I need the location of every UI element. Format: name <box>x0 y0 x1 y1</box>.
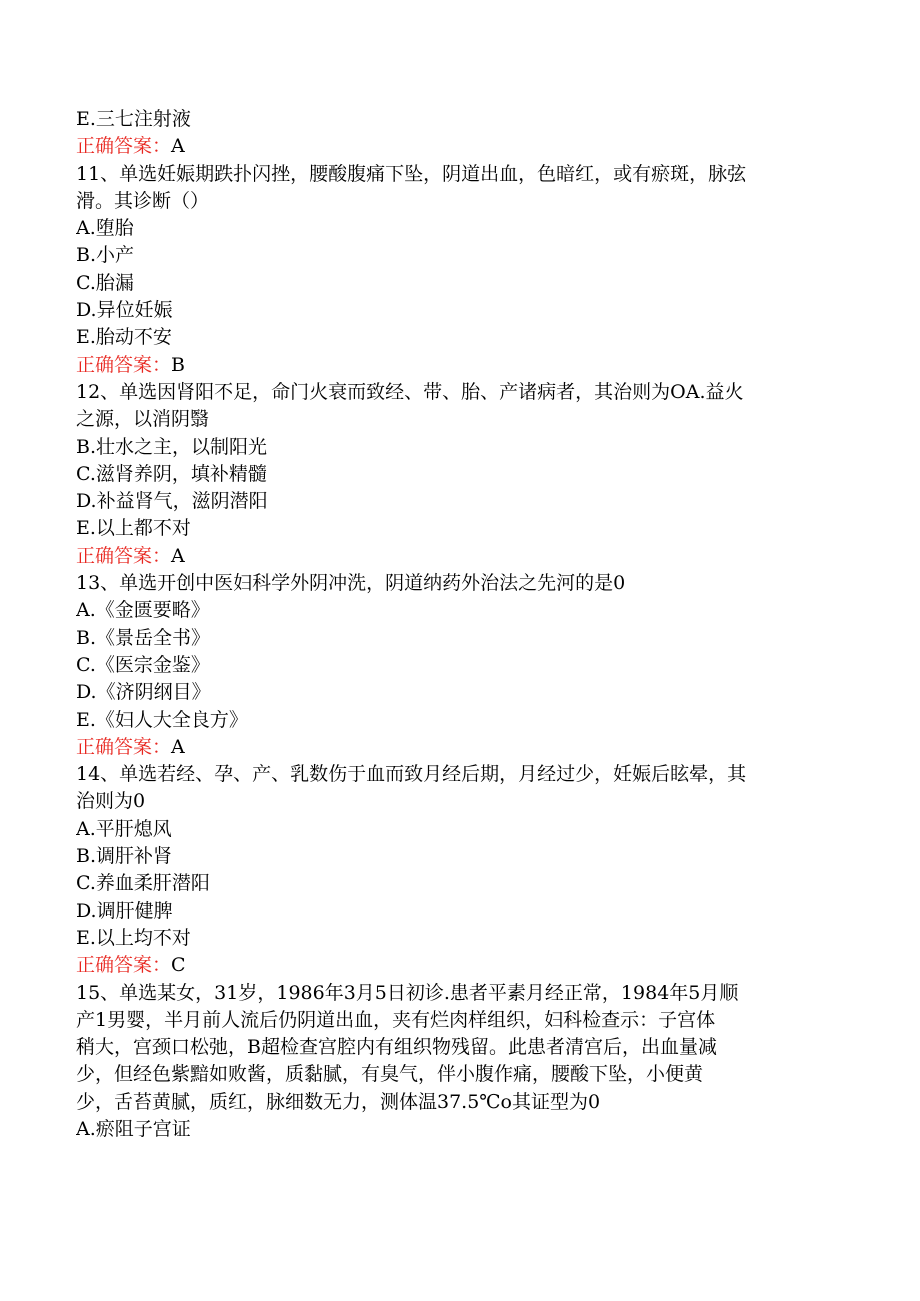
answer-label: 正确答案： <box>76 135 172 158</box>
question-stem-line: 之源，以消阴翳 <box>76 408 210 431</box>
option-b: B.小产 <box>76 244 135 267</box>
option-c: C.滋肾养阴，填补精髓 <box>76 462 267 485</box>
correct-answer <box>76 952 846 979</box>
option-e: E.《妇人大全良方》 <box>76 708 248 731</box>
option-d: D.补益肾气，滋阴潜阳 <box>76 490 268 513</box>
option-c: C.养血柔肝潜阳 <box>76 872 210 895</box>
question-stem-line: 13、单选开创中医妇科学外阴冲洗，阴道纳药外治法之先河的是0 <box>76 572 626 595</box>
option-e: E.以上均不对 <box>76 926 191 949</box>
option-d: D.异位妊娠 <box>76 299 173 322</box>
question-11 <box>76 161 846 379</box>
question-stem-line: 少，但经色紫黯如败酱，质黏腻，有臭气，伴小腹作痛，腰酸下坠，小便黄 <box>76 1063 704 1086</box>
option-b: B.壮水之主，以制阳光 <box>76 435 268 458</box>
question-stem-line: 少，舌苔黄腻，质红，脉细数无力，测体温37.5℃o其证型为0 <box>76 1090 601 1113</box>
question-stem-line: 滑。其诊断（） <box>76 189 210 212</box>
question-14 <box>76 761 846 979</box>
answer-label: 正确答案： <box>76 353 172 376</box>
question-stem-line: 产1男婴，半月前人流后仍阴道出血，夹有烂肉样组织，妇科检查示：子宫体 <box>76 1008 716 1031</box>
answer-label: 正确答案： <box>76 954 172 977</box>
answer-value: A <box>171 544 185 567</box>
option-a: A.平肝熄风 <box>76 817 172 840</box>
correct-answer <box>76 133 846 160</box>
question-stem-line: 14、单选若经、孕、产、乳数伤于血而致月经后期，月经过少，妊娠后眩晕，其 <box>76 763 747 786</box>
correct-answer <box>76 352 846 379</box>
question-13 <box>76 570 846 761</box>
document-page <box>76 106 846 1143</box>
option-c: C.胎漏 <box>76 271 134 294</box>
option-c: C.《医宗金鉴》 <box>76 653 210 676</box>
answer-value: B <box>171 353 185 376</box>
answer-value: A <box>171 135 185 158</box>
answer-label: 正确答案： <box>76 544 172 567</box>
option-d: D.调肝健脾 <box>76 899 173 922</box>
option-e: E.以上都不对 <box>76 517 191 540</box>
question-stem-line: 治则为0 <box>76 790 146 813</box>
option-b: B.调肝补肾 <box>76 845 173 868</box>
option-e: E.三七注射液 <box>76 108 191 130</box>
answer-value: A <box>171 735 185 758</box>
option-a: A.《金匮要略》 <box>76 599 210 622</box>
option-d: D.《济阴纲目》 <box>76 681 211 704</box>
correct-answer <box>76 734 846 761</box>
option-a: A.堕胎 <box>76 217 134 240</box>
option-a: A.瘀阻子宫证 <box>76 1117 191 1140</box>
question-stem-line: 11、单选妊娠期跌扑闪挫，腰酸腹痛下坠，阴道出血，色暗红，或有瘀斑，脉弦 <box>76 162 747 185</box>
option-b: B.《景岳全书》 <box>76 626 211 649</box>
question-15 <box>76 980 846 1144</box>
answer-value: C <box>171 954 186 977</box>
option-e: E.胎动不安 <box>76 326 172 349</box>
question-stem-line: 15、单选某女，31岁，1986年3月5日初诊.患者平素月经正常，1984年5月顺 <box>76 981 739 1004</box>
question-stem-line: 12、单选因肾阳不足，命门火衰而致经、带、胎、产诸病者，其治则为OA.益火 <box>76 380 744 403</box>
question-12 <box>76 379 846 570</box>
question-stem-line: 稍大，宫颈口松弛，B超检查宫腔内有组织物残留。此患者清宫后，出血量减 <box>76 1036 717 1059</box>
correct-answer <box>76 543 846 570</box>
answer-label: 正确答案： <box>76 735 172 758</box>
